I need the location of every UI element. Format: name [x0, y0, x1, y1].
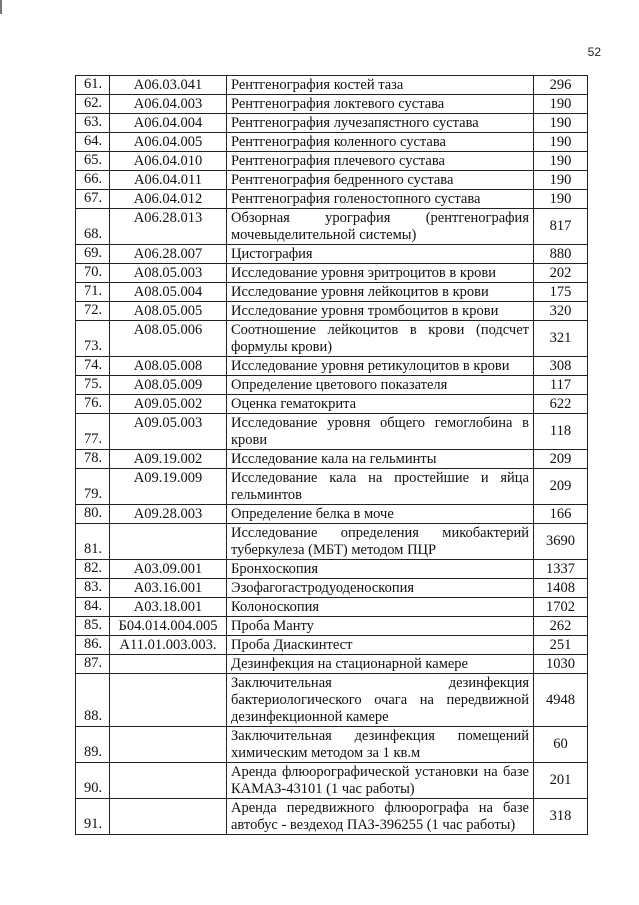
- service-price: 190: [534, 190, 588, 209]
- service-name: Цистография: [227, 245, 534, 264]
- service-name: Бронхоскопия: [227, 560, 534, 579]
- service-price: 209: [534, 469, 588, 505]
- service-code: [110, 674, 227, 727]
- service-price: 60: [534, 727, 588, 763]
- service-name: Оценка гематокрита: [227, 395, 534, 414]
- row-number: 61.: [76, 76, 110, 95]
- service-price: 4948: [534, 674, 588, 727]
- service-code: А09.05.002: [110, 395, 227, 414]
- service-code: А08.05.008: [110, 357, 227, 376]
- service-code: А06.04.011: [110, 171, 227, 190]
- service-name: Рентгенография костей таза: [227, 76, 534, 95]
- table-row: [76, 450, 588, 469]
- service-code: А06.04.012: [110, 190, 227, 209]
- row-number: 80.: [76, 505, 110, 524]
- row-number: 72.: [76, 302, 110, 321]
- table-row: [76, 763, 588, 799]
- service-price: 251: [534, 636, 588, 655]
- service-code: А03.16.001: [110, 579, 227, 598]
- service-name: Определение цветового показателя: [227, 376, 534, 395]
- service-name: Исследование уровня эритроцитов в крови: [227, 264, 534, 283]
- row-number: 75.: [76, 376, 110, 395]
- row-number: 82.: [76, 560, 110, 579]
- service-code: А08.05.009: [110, 376, 227, 395]
- service-price: 1702: [534, 598, 588, 617]
- table-row: [76, 133, 588, 152]
- service-code: [110, 799, 227, 835]
- service-name: Обзорная урография (рентгенография мочевыделительной системы): [227, 209, 534, 245]
- table-row: [76, 395, 588, 414]
- service-code: А09.19.002: [110, 450, 227, 469]
- service-price: 201: [534, 763, 588, 799]
- table-row: [76, 283, 588, 302]
- row-number: 81.: [76, 524, 110, 560]
- service-code: А06.04.005: [110, 133, 227, 152]
- table-row: [76, 579, 588, 598]
- row-number: 89.: [76, 727, 110, 763]
- service-price: 262: [534, 617, 588, 636]
- service-name: Исследование уровня тромбоцитов в крови: [227, 302, 534, 321]
- service-price: 321: [534, 321, 588, 357]
- table-row: [76, 560, 588, 579]
- service-name: Аренда флюорографической установки на базе КАМАЗ-43101 (1 час работы): [227, 763, 534, 799]
- service-price: 880: [534, 245, 588, 264]
- service-price: 190: [534, 133, 588, 152]
- row-number: 86.: [76, 636, 110, 655]
- row-number: 73.: [76, 321, 110, 357]
- row-number: 88.: [76, 674, 110, 727]
- table-row: [76, 505, 588, 524]
- table-row: [76, 524, 588, 560]
- table-row: [76, 76, 588, 95]
- table-row: [76, 95, 588, 114]
- service-name: Колоноскопия: [227, 598, 534, 617]
- row-number: 79.: [76, 469, 110, 505]
- service-name: Исследование кала на простейшие и яйца гельминтов: [227, 469, 534, 505]
- table-row: [76, 302, 588, 321]
- row-number: 76.: [76, 395, 110, 414]
- row-number: 83.: [76, 579, 110, 598]
- service-code: [110, 524, 227, 560]
- row-number: 62.: [76, 95, 110, 114]
- service-code: А03.18.001: [110, 598, 227, 617]
- service-price: 320: [534, 302, 588, 321]
- service-code: А08.05.005: [110, 302, 227, 321]
- table-row: [76, 636, 588, 655]
- row-number: 64.: [76, 133, 110, 152]
- service-name: Дезинфекция на стационарной камере: [227, 655, 534, 674]
- service-price: 296: [534, 76, 588, 95]
- service-name: Эзофагогастродуоденоскопия: [227, 579, 534, 598]
- service-name: Рентгенография лучезапястного сустава: [227, 114, 534, 133]
- service-name: Определение белка в моче: [227, 505, 534, 524]
- service-price: 190: [534, 114, 588, 133]
- table-row: [76, 376, 588, 395]
- row-number: 66.: [76, 171, 110, 190]
- row-number: 71.: [76, 283, 110, 302]
- service-price: 209: [534, 450, 588, 469]
- service-name: Рентгенография локтевого сустава: [227, 95, 534, 114]
- service-name: Рентгенография бедренного сустава: [227, 171, 534, 190]
- page-number: 52: [587, 45, 601, 59]
- row-number: 91.: [76, 799, 110, 835]
- service-name: Исследование уровня лейкоцитов в крови: [227, 283, 534, 302]
- service-code: Б04.014.004.005: [110, 617, 227, 636]
- service-name: Заключительная дезинфекция помещений химическим методом за 1 кв.м: [227, 727, 534, 763]
- service-price: 202: [534, 264, 588, 283]
- service-price: 318: [534, 799, 588, 835]
- service-code: А09.28.003: [110, 505, 227, 524]
- service-code: [110, 727, 227, 763]
- price-list-body: [76, 76, 588, 835]
- table-row: [76, 674, 588, 727]
- service-name: Рентгенография коленного сустава: [227, 133, 534, 152]
- service-price: 117: [534, 376, 588, 395]
- service-code: А03.09.001: [110, 560, 227, 579]
- service-name: Заключительная дезинфекция бактериологического очага на передвижной дезинфекционной камере: [227, 674, 534, 727]
- row-number: 74.: [76, 357, 110, 376]
- row-number: 77.: [76, 414, 110, 450]
- table-row: [76, 171, 588, 190]
- row-number: 70.: [76, 264, 110, 283]
- row-number: 67.: [76, 190, 110, 209]
- row-number: 63.: [76, 114, 110, 133]
- service-name: Исследование уровня ретикулоцитов в крови: [227, 357, 534, 376]
- table-row: [76, 264, 588, 283]
- service-name: Аренда передвижного флюорографа на базе автобус - вездеход ПАЗ-396255 (1 час работы): [227, 799, 534, 835]
- row-number: 85.: [76, 617, 110, 636]
- row-number: 68.: [76, 209, 110, 245]
- service-price: 622: [534, 395, 588, 414]
- service-name: Проба Диаскинтест: [227, 636, 534, 655]
- table-row: [76, 190, 588, 209]
- service-price: 308: [534, 357, 588, 376]
- service-price: 817: [534, 209, 588, 245]
- table-row: [76, 245, 588, 264]
- service-code: А09.05.003: [110, 414, 227, 450]
- service-name: Соотношение лейкоцитов в крови (подсчет формулы крови): [227, 321, 534, 357]
- row-number: 87.: [76, 655, 110, 674]
- service-price: 1337: [534, 560, 588, 579]
- service-code: А06.28.013: [110, 209, 227, 245]
- service-price: 190: [534, 152, 588, 171]
- service-code: А08.05.004: [110, 283, 227, 302]
- table-row: [76, 727, 588, 763]
- table-row: [76, 598, 588, 617]
- service-price: 190: [534, 171, 588, 190]
- table-row: [76, 617, 588, 636]
- row-number: 65.: [76, 152, 110, 171]
- service-name: Исследование определения микобактерий туберкулеза (МБТ) методом ПЦР: [227, 524, 534, 560]
- service-code: [110, 655, 227, 674]
- table-row: [76, 209, 588, 245]
- service-price: 1408: [534, 579, 588, 598]
- table-row: [76, 655, 588, 674]
- table-row: [76, 414, 588, 450]
- service-code: А11.01.003.003.: [110, 636, 227, 655]
- service-code: А09.19.009: [110, 469, 227, 505]
- price-list-table: [75, 75, 588, 835]
- table-row: [76, 469, 588, 505]
- service-code: [110, 763, 227, 799]
- service-name: Рентгенография голеностопного сустава: [227, 190, 534, 209]
- service-price: 190: [534, 95, 588, 114]
- row-number: 69.: [76, 245, 110, 264]
- service-code: А06.04.003: [110, 95, 227, 114]
- service-price: 175: [534, 283, 588, 302]
- table-row: [76, 799, 588, 835]
- row-number: 78.: [76, 450, 110, 469]
- page-edge-mark: [0, 0, 2, 14]
- service-code: А06.03.041: [110, 76, 227, 95]
- service-code: А08.05.003: [110, 264, 227, 283]
- service-price: 1030: [534, 655, 588, 674]
- service-name: Исследование уровня общего гемоглобина в крови: [227, 414, 534, 450]
- table-row: [76, 152, 588, 171]
- service-name: Рентгенография плечевого сустава: [227, 152, 534, 171]
- service-code: А06.28.007: [110, 245, 227, 264]
- service-price: 3690: [534, 524, 588, 560]
- service-name: Проба Манту: [227, 617, 534, 636]
- service-code: А06.04.004: [110, 114, 227, 133]
- table-row: [76, 357, 588, 376]
- row-number: 90.: [76, 763, 110, 799]
- service-code: А08.05.006: [110, 321, 227, 357]
- service-price: 166: [534, 505, 588, 524]
- row-number: 84.: [76, 598, 110, 617]
- table-row: [76, 114, 588, 133]
- service-code: А06.04.010: [110, 152, 227, 171]
- service-name: Исследование кала на гельминты: [227, 450, 534, 469]
- table-row: [76, 321, 588, 357]
- service-price: 118: [534, 414, 588, 450]
